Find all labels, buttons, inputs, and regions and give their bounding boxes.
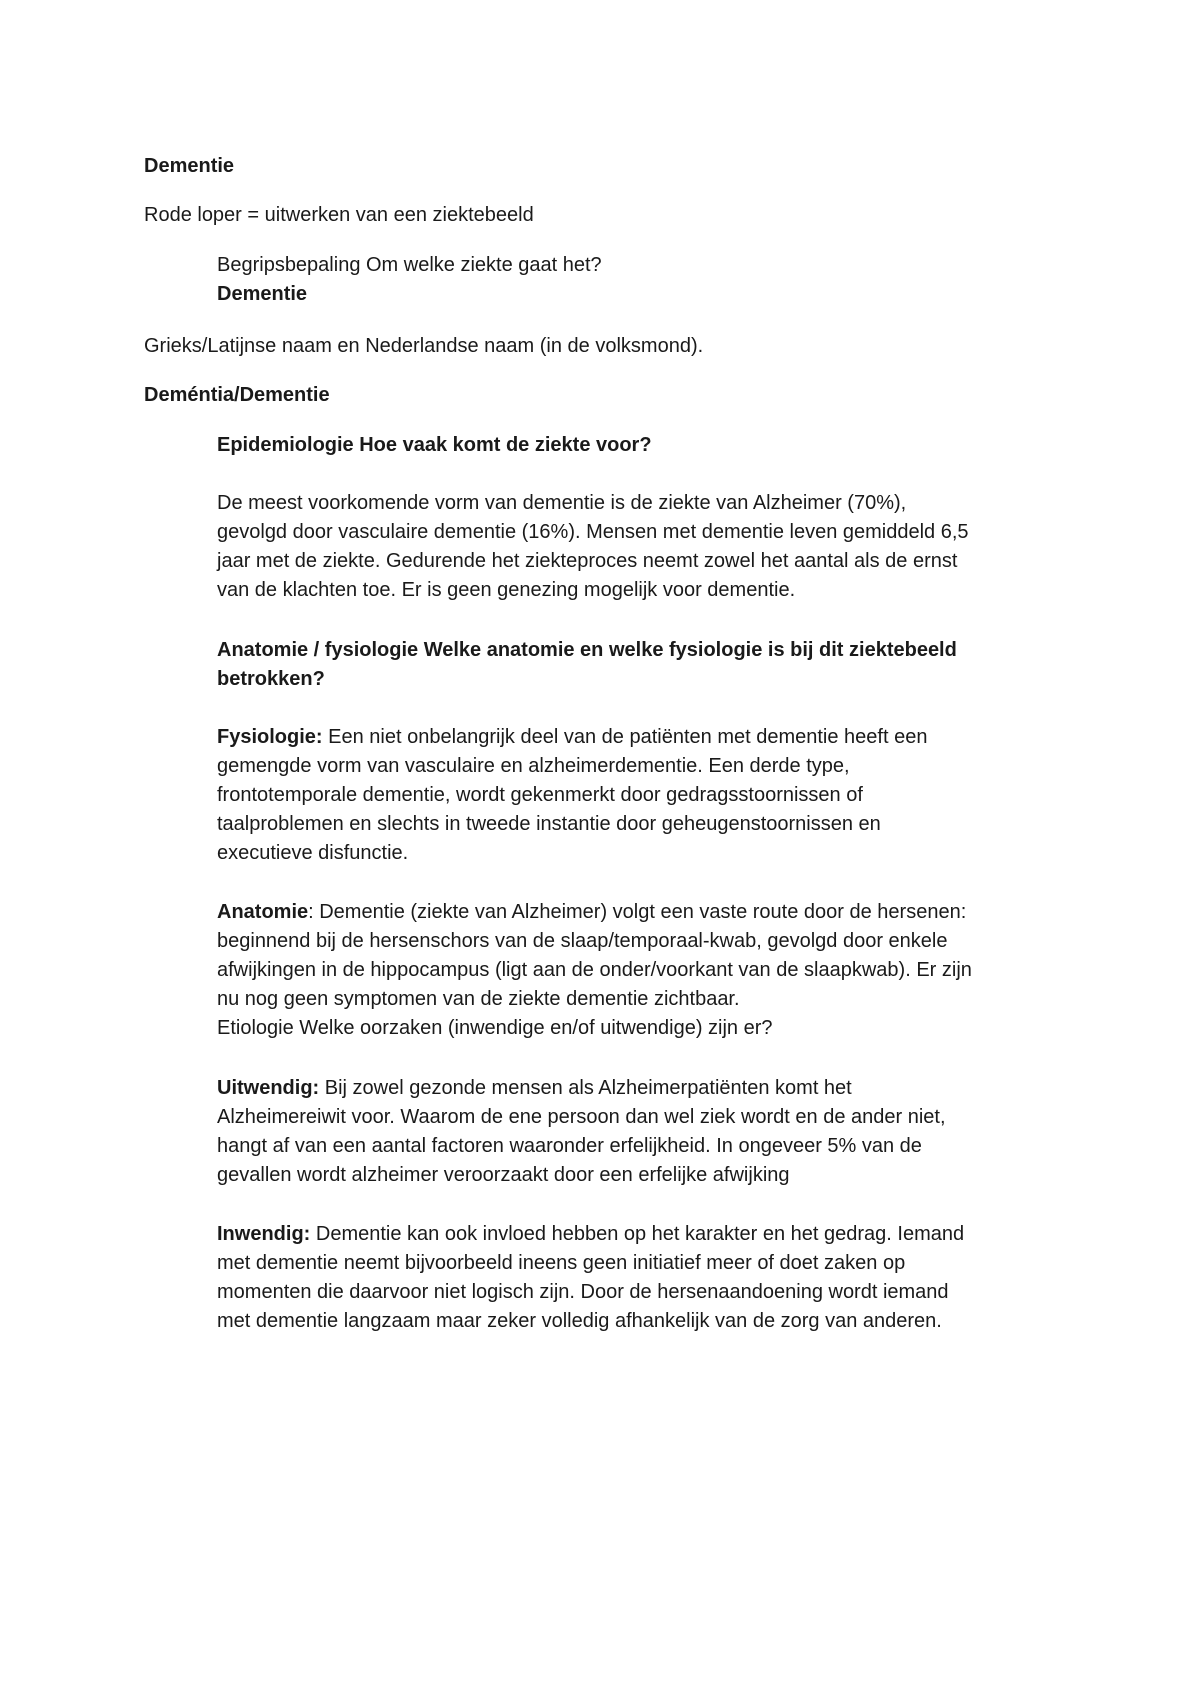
fysiologie-paragraph	[217, 723, 927, 868]
epidemiologie-heading: Epidemiologie Hoe vaak komt de ziekte voor?	[217, 434, 652, 456]
paragraph-line: afwijkingen in de hippocampus (ligt aan de onder/voorkant van de slaapkwab). Er zijn	[217, 959, 972, 981]
paragraph-line: van de klachten toe. Er is geen genezing mogelijk voor dementie.	[217, 579, 796, 601]
paragraph-line: beginnend bij de hersenschors van de slaap/temporaal-kwab, gevolgd door enkele	[217, 930, 948, 952]
fysiologie-label: Fysiologie:	[217, 726, 323, 748]
inwendig-label: Inwendig:	[217, 1223, 311, 1245]
paragraph-line: gemengde vorm van vasculaire en alzheimerdementie. Een derde type,	[217, 755, 850, 777]
paragraph-line: gevolgd door vasculaire dementie (16%). Mensen met dementie leven gemiddeld 6,5	[217, 521, 969, 543]
naam-intro: Grieks/Latijnse naam en Nederlandse naam (in de volksmond).	[144, 335, 704, 357]
document-title: Dementie	[144, 155, 235, 177]
uitwendig-label: Uitwendig:	[217, 1077, 320, 1099]
paragraph-line: Uitwendig: Bij zowel gezonde mensen als Alzheimerpatiënten komt het	[217, 1077, 852, 1099]
begripsbepaling-answer: Dementie	[217, 283, 308, 305]
paragraph-line: Alzheimereiwit voor. Waarom de ene persoon dan wel ziek wordt en de ander niet,	[217, 1106, 946, 1128]
heading-line: Anatomie / fysiologie Welke anatomie en welke fysiologie is bij dit ziektebeeld	[217, 639, 957, 661]
paragraph-line: met dementie langzaam maar zeker volledig afhankelijk van de zorg van anderen.	[217, 1310, 942, 1332]
uitwendig-paragraph	[217, 1074, 946, 1190]
paragraph-line: momenten die daarvoor niet logisch zijn. Door de hersenaandoening wordt iemand	[217, 1281, 949, 1303]
paragraph-line: taalproblemen en slechts in tweede instantie door geheugenstoornissen en	[217, 813, 881, 835]
rode-loper-line: Rode loper = uitwerken van een ziektebeeld	[144, 204, 534, 226]
paragraph-line: hangt af van een aantal factoren waaronder erfelijkheid. In ongeveer 5% van de	[217, 1135, 922, 1157]
paragraph-line: Fysiologie: Een niet onbelangrijk deel van de patiënten met dementie heeft een	[217, 726, 928, 748]
paragraph-line: De meest voorkomende vorm van dementie is de ziekte van Alzheimer (70%),	[217, 492, 907, 514]
paragraph-line: Inwendig: Dementie kan ook invloed hebben op het karakter en het gedrag. Iemand	[217, 1223, 965, 1245]
heading-line: betrokken?	[217, 668, 325, 690]
anatomie-fysiologie-heading	[217, 636, 957, 694]
paragraph-line: executieve disfunctie.	[217, 842, 409, 864]
paragraph-line: Anatomie: Dementie (ziekte van Alzheimer) volgt een vaste route door de hersenen:	[217, 901, 967, 923]
paragraph-line: jaar met de ziekte. Gedurende het ziekteproces neemt zowel het aantal als de ernst	[217, 550, 958, 572]
anatomie-paragraph	[217, 898, 972, 1043]
naam-answer: Deméntia/Dementie	[144, 384, 330, 406]
paragraph-line: nu nog geen symptomen van de ziekte dementie zichtbaar.	[217, 988, 740, 1010]
paragraph-line: gevallen wordt alzheimer veroorzaakt door een erfelijke afwijking	[217, 1164, 790, 1186]
paragraph-line: met dementie neemt bijvoorbeeld ineens geen initiatief meer of doet zaken op	[217, 1252, 906, 1274]
epidemiologie-paragraph	[217, 489, 969, 605]
paragraph-line: Etiologie Welke oorzaken (inwendige en/of uitwendige) zijn er?	[217, 1017, 773, 1039]
anatomie-label: Anatomie	[217, 901, 309, 923]
inwendig-paragraph	[217, 1220, 964, 1336]
paragraph-line: frontotemporale dementie, wordt gekenmerkt door gedragsstoornissen of	[217, 784, 863, 806]
begripsbepaling-section	[217, 251, 602, 309]
begripsbepaling-question: Begripsbepaling Om welke ziekte gaat het?	[217, 254, 602, 276]
